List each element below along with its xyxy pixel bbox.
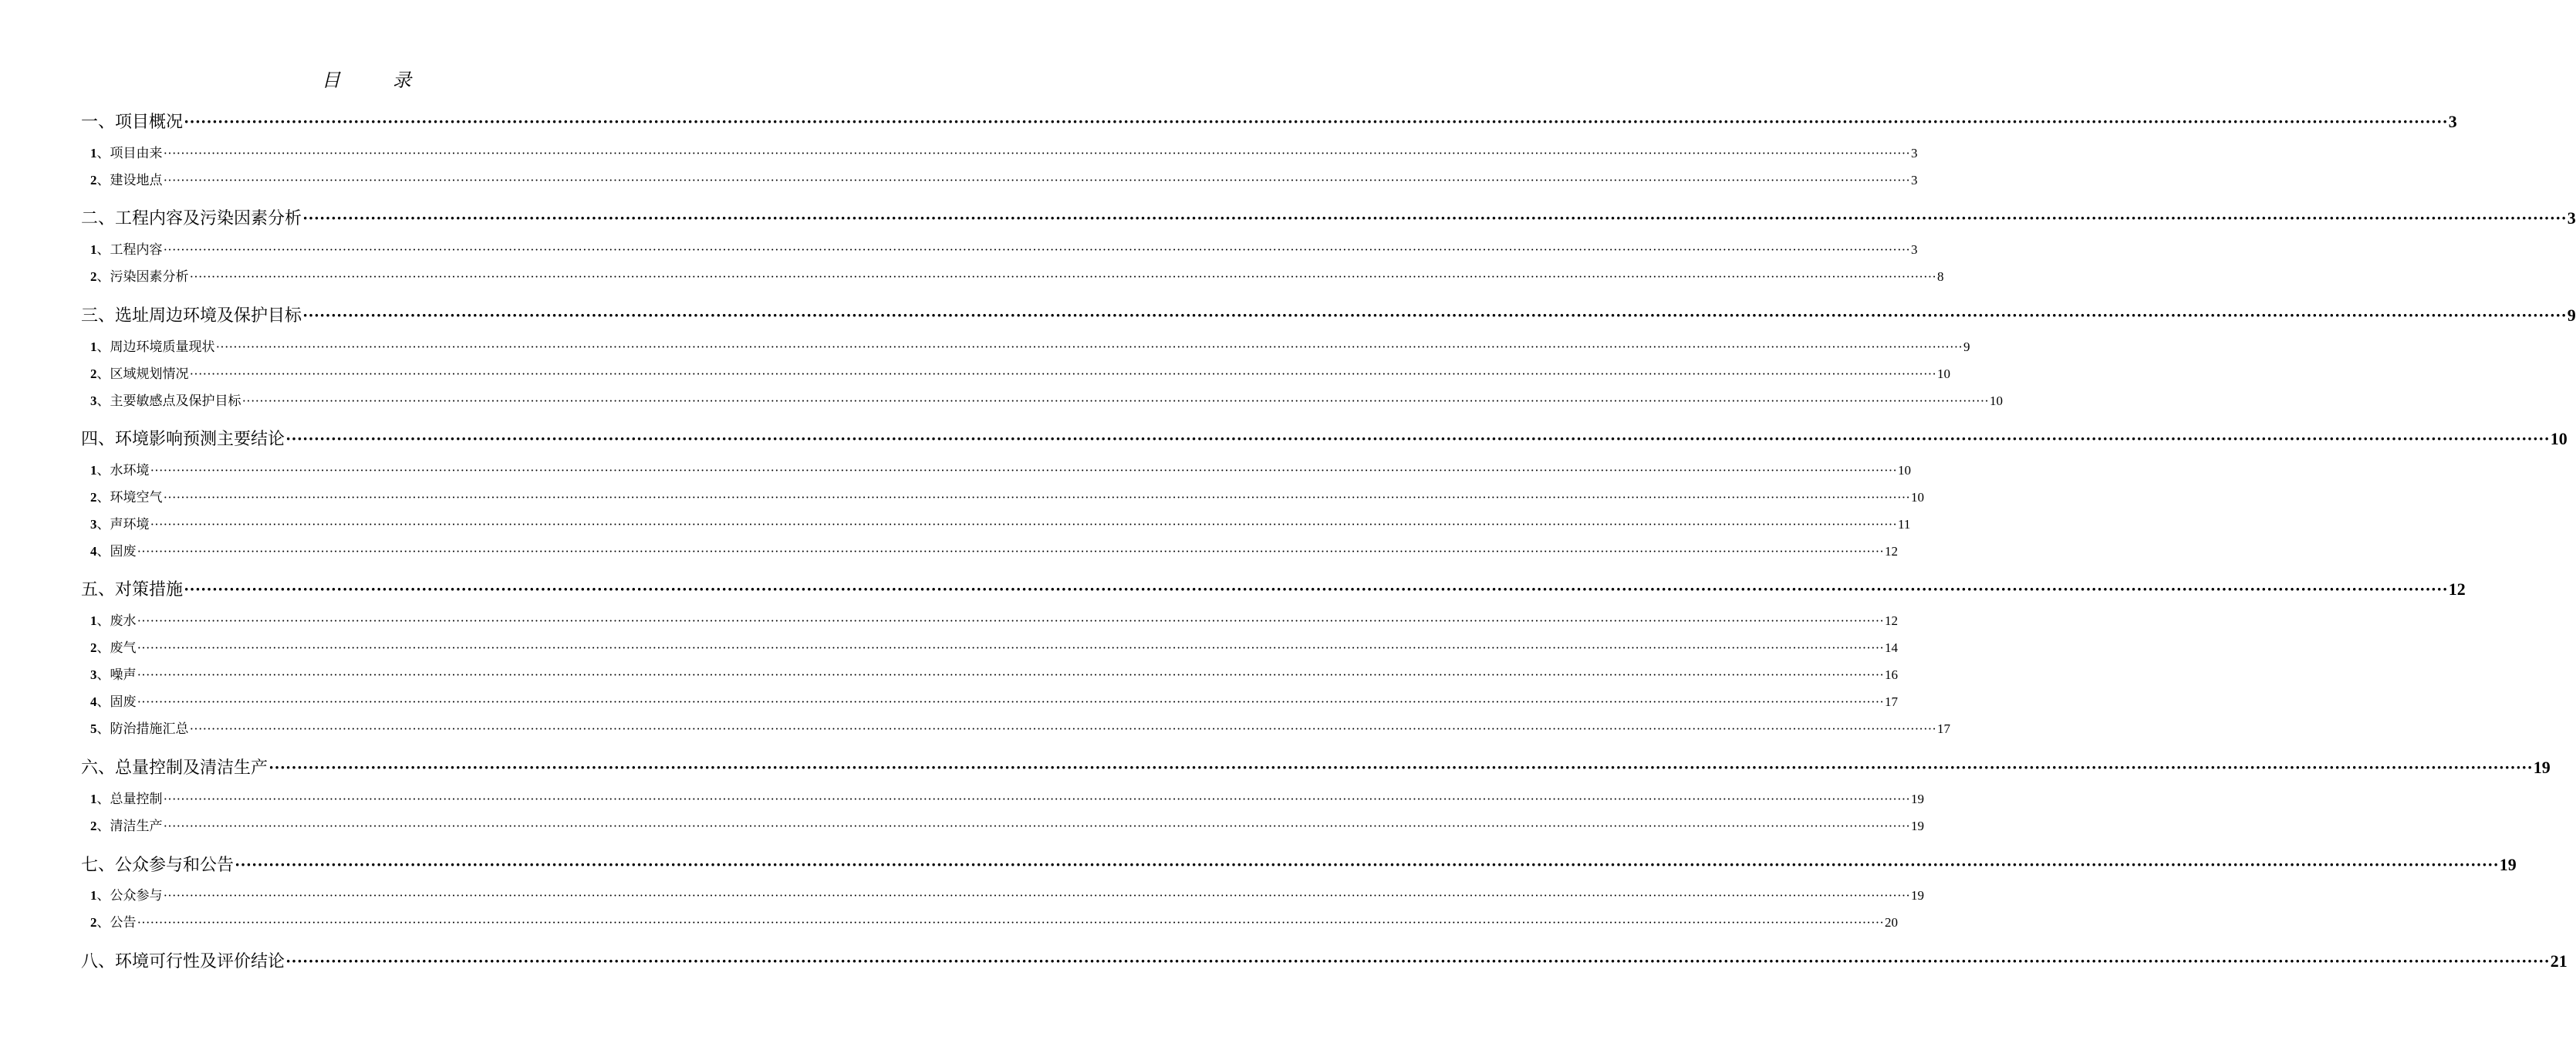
toc-section-link[interactable] (90, 637, 1898, 656)
toc-page-number: 9 (1963, 339, 1970, 354)
toc-dot-leader: ················································································································································································································································································································································································································ (184, 579, 2448, 599)
toc-entry-number: 2 (90, 819, 97, 833)
toc-entry-title: 、防治措施汇总 (96, 721, 189, 736)
toc-dot-leader: ················································································································································································································································································································································································································ (189, 366, 1936, 381)
toc-chapter-link[interactable] (81, 109, 2457, 133)
toc-entry-number: 1 (90, 242, 97, 257)
toc-entry-title: 、公告 (96, 915, 137, 930)
toc-entry-title: 、声环境 (96, 517, 150, 532)
toc-chapter-link[interactable] (81, 205, 2576, 229)
toc-entry-title: 、主要敏感点及保护目标 (96, 394, 241, 408)
toc-entry-number: 2 (90, 366, 97, 381)
toc-section-link[interactable] (90, 513, 1911, 532)
toc-entry-number: 2 (90, 173, 97, 187)
toc-entry-number: 3 (90, 667, 97, 682)
toc-entry-title: 、项目由来 (96, 146, 163, 160)
toc-entry-title: 、废水 (96, 613, 137, 628)
toc-entry-title: 二、工程内容及污染因素分析 (81, 208, 302, 228)
toc-dot-leader: ················································································································································································································································································································································································································ (150, 517, 1897, 532)
toc-page-number: 19 (1910, 888, 1924, 903)
toc-page-number: 12 (2448, 579, 2466, 599)
toc-entry-title: 、环境空气 (96, 490, 163, 505)
toc-entry-title: 三、选址周边环境及保护目标 (81, 306, 302, 325)
toc-dot-leader: ················································································································································································································································································································································································································ (137, 667, 1884, 682)
toc-section-link[interactable] (90, 718, 1950, 737)
toc-dot-leader: ················································································································································································································································································································································································································ (137, 613, 1884, 628)
toc-page-number: 8 (1936, 269, 1944, 284)
toc-dot-leader: ················································································································································································································································································································································································································ (215, 339, 1963, 354)
toc-section-link[interactable] (90, 459, 1911, 478)
toc-page-number: 19 (2533, 758, 2551, 777)
toc-entry-number: 5 (90, 721, 97, 736)
toc-dot-leader: ················································································································································································································································································································································································································ (163, 490, 1910, 505)
toc-entry-title: 、总量控制 (96, 792, 163, 806)
toc-section-link[interactable] (90, 610, 1898, 629)
toc-entry-title: 、清洁生产 (96, 819, 163, 833)
toc-section-link[interactable] (90, 788, 1924, 807)
toc-dot-leader: ················································································································································································································································································································································································································ (137, 915, 1884, 930)
toc-dot-leader: ················································································································································································································································································································································································································ (235, 855, 2499, 874)
toc-dot-leader: ················································································································································································································································································································································································································ (137, 640, 1884, 655)
toc-entry-number: 1 (90, 463, 97, 478)
toc-page-number: 10 (1897, 463, 1911, 478)
toc-entry-title: 、噪声 (96, 667, 137, 682)
toc-entry-title: 、水环境 (96, 463, 150, 478)
toc-entry-number: 4 (90, 544, 97, 559)
toc-entry-number: 3 (90, 517, 97, 532)
toc-dot-leader: ················································································································································································································································································································································································································ (268, 758, 2533, 777)
toc-section-link[interactable] (90, 911, 1898, 931)
toc-dot-leader: ················································································································································································································································································································································································································ (302, 208, 2567, 228)
toc-dot-leader: ················································································································································································································································································································································································································ (285, 951, 2550, 971)
toc-entry-title: 六、总量控制及清洁生产 (81, 758, 268, 777)
toc-entry-title: 四、环境影响预测主要结论 (81, 429, 285, 448)
toc-section-link[interactable] (90, 238, 1918, 258)
toc-section-link[interactable] (90, 691, 1898, 710)
toc-page-number: 11 (1897, 517, 1911, 532)
toc-dot-leader: ················································································································································································································································································································································································································ (163, 173, 1910, 187)
toc-entry-number: 1 (90, 888, 97, 903)
toc-dot-leader: ················································································································································································································································································································································································································ (163, 242, 1910, 257)
toc-dot-leader: ················································································································································································································································································································································································································ (241, 394, 1989, 408)
toc-dot-leader: ················································································································································································································································································································································································································ (163, 146, 1910, 160)
toc-entry-title: 、区域规划情况 (96, 366, 189, 381)
toc-chapter-link[interactable] (81, 755, 2551, 779)
toc-entry-title: 、污染因素分析 (96, 269, 189, 284)
toc-dot-leader: ················································································································································································································································································································································································································ (163, 819, 1910, 833)
toc-entry-title: 、工程内容 (96, 242, 163, 257)
toc-section-link[interactable] (90, 336, 1970, 355)
toc-chapter-link[interactable] (81, 576, 2466, 600)
toc-dot-leader: ················································································································································································································································································································································································································ (302, 306, 2567, 325)
toc-entry-number: 4 (90, 694, 97, 709)
toc-section-link[interactable] (90, 664, 1898, 683)
toc-dot-leader: ················································································································································································································································································································································································································ (150, 463, 1897, 478)
toc-page-number: 10 (1989, 394, 2003, 408)
toc-section-link[interactable] (90, 169, 1918, 188)
toc-entry-title: 、公众参与 (96, 888, 163, 903)
toc-entry-number: 1 (90, 613, 97, 628)
toc-page-number: 17 (1884, 694, 1898, 709)
toc-section-link[interactable] (90, 142, 1918, 161)
toc-entry-number: 3 (90, 394, 97, 408)
page-title: 目 录 (322, 71, 428, 91)
toc-page-number: 21 (2550, 951, 2568, 971)
toc-entry-number: 1 (90, 792, 97, 806)
toc-dot-leader: ················································································································································································································································································································································································································ (285, 429, 2550, 448)
toc-entry-title: 、固废 (96, 544, 137, 559)
toc-entry-title: 、废气 (96, 640, 137, 655)
toc-chapter-link[interactable] (81, 426, 2568, 450)
toc-entry-title: 七、公众参与和公告 (81, 855, 235, 874)
toc-page-number: 16 (1884, 667, 1898, 682)
toc-page-number: 19 (1910, 819, 1924, 833)
toc-page-number: 10 (1910, 490, 1924, 505)
toc-section-link[interactable] (90, 390, 2003, 409)
toc-dot-leader: ················································································································································································································································································································································································································ (189, 269, 1936, 284)
toc-page-number: 17 (1936, 721, 1950, 736)
toc-dot-leader: ················································································································································································································································································································································································································ (189, 721, 1936, 736)
toc-section-link[interactable] (90, 363, 1950, 382)
toc-entry-title: 、周边环境质量现状 (96, 339, 215, 354)
toc-dot-leader: ················································································································································································································································································································································································································ (184, 112, 2448, 131)
toc-page-number: 3 (2567, 208, 2576, 228)
toc-section-link[interactable] (90, 815, 1924, 834)
toc-page-number: 20 (1884, 915, 1898, 930)
toc-entry-number: 1 (90, 339, 97, 354)
toc-chapter-link[interactable] (81, 852, 2517, 876)
toc-entry-title: 、固废 (96, 694, 137, 709)
toc-dot-leader: ················································································································································································································································································································································································································ (137, 544, 1884, 559)
toc-entry-number: 2 (90, 915, 97, 930)
toc-page-number: 10 (2550, 429, 2568, 448)
toc-entry-number: 2 (90, 269, 97, 284)
toc-page-number: 19 (2499, 855, 2517, 874)
toc-section-link[interactable] (90, 884, 1924, 904)
toc-entry-title: 、建设地点 (96, 173, 163, 187)
toc-dot-leader: ················································································································································································································································································································································································································ (163, 888, 1910, 903)
toc-entry-number: 1 (90, 146, 97, 160)
toc-page-number: 14 (1884, 640, 1898, 655)
toc-dot-leader: ················································································································································································································································································································································································································ (137, 694, 1884, 709)
toc-section-link[interactable] (90, 540, 1898, 559)
toc-entry-number: 2 (90, 490, 97, 505)
toc-dot-leader: ················································································································································································································································································································································································································ (163, 792, 1910, 806)
toc-page-number: 10 (1936, 366, 1950, 381)
toc-chapter-link[interactable] (81, 948, 2568, 972)
toc-page-number: 12 (1884, 613, 1898, 628)
toc-page-number: 3 (1910, 242, 1918, 257)
toc-entry-number: 2 (90, 640, 97, 655)
toc-entry-title: 五、对策措施 (81, 579, 184, 599)
toc-chapter-link[interactable] (81, 302, 2576, 326)
toc-page-number: 12 (1884, 544, 1898, 559)
toc-page-number: 3 (2448, 112, 2457, 131)
toc-page-number: 9 (2567, 306, 2576, 325)
toc-entry-title: 八、环境可行性及评价结论 (81, 951, 285, 971)
toc-page-number: 3 (1910, 146, 1918, 160)
toc-page-number: 3 (1910, 173, 1918, 187)
toc-section-link[interactable] (90, 486, 1924, 505)
toc-page-number: 19 (1910, 792, 1924, 806)
toc-section-link[interactable] (90, 265, 1944, 285)
toc-entry-title: 一、项目概况 (81, 112, 184, 131)
